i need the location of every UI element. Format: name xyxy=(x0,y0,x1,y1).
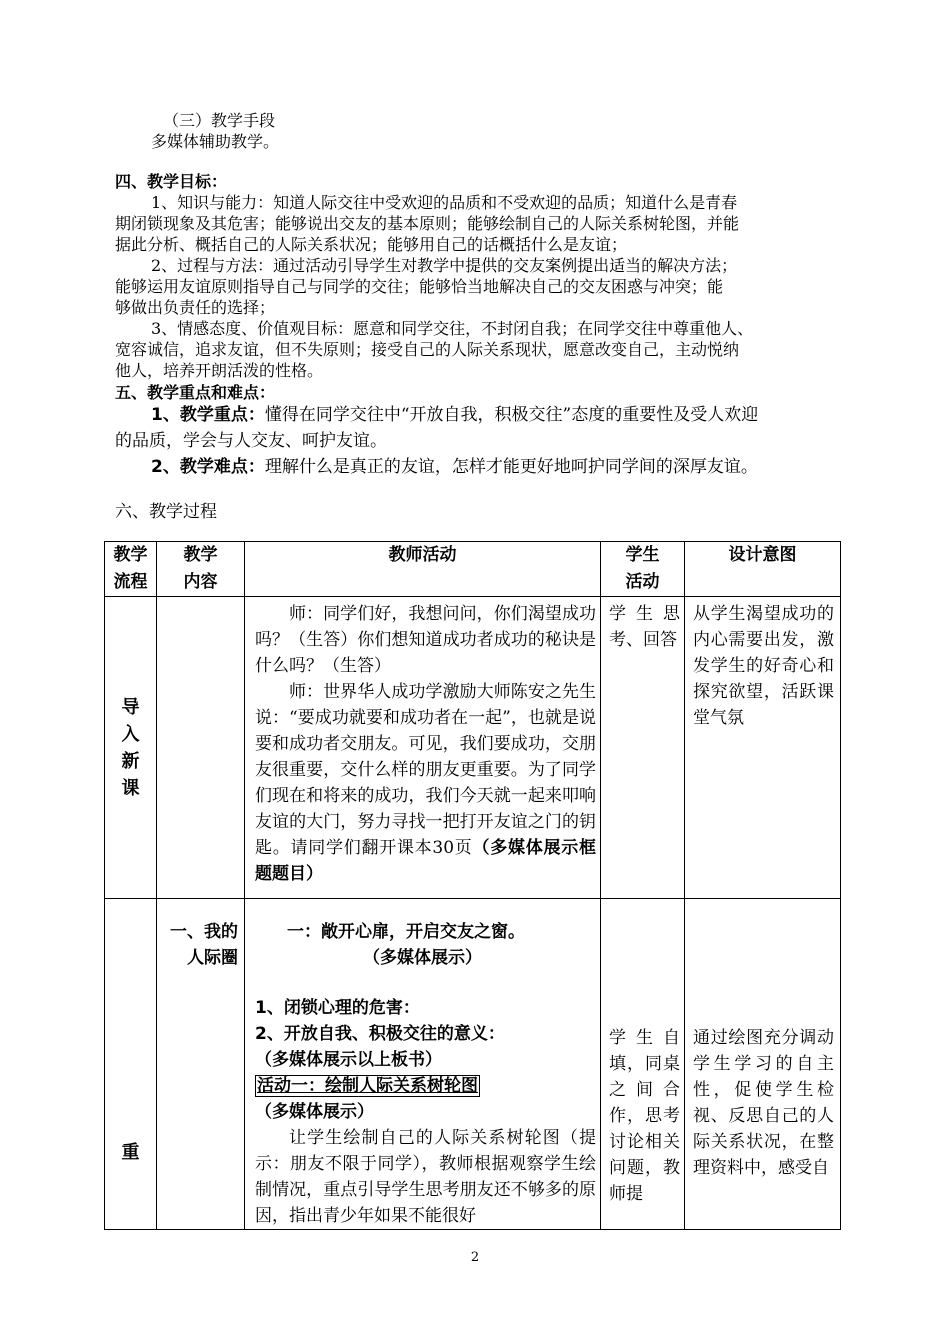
objective-line: 宽容诚信，追求友谊，但不失原则；接受自己的人际关系现状，愿意改变自己，主动悦纳 xyxy=(115,340,740,359)
difficulty-text: 理解什么是真正的友谊，怎样才能更好地呵护同学间的深厚友谊。 xyxy=(264,457,758,477)
row1-flow: 导 入 新 课 xyxy=(105,597,157,899)
key-point-line-2: 的品质，学会与人交友、呵护友谊。 xyxy=(115,431,387,451)
difficulty-label: 2、教学难点： xyxy=(151,457,265,477)
row2-student-activity: 学生自填，同桌之间合作，思考讨论相关问题，教师提 xyxy=(601,899,685,1230)
row1-student-activity: 学生思考、回答 xyxy=(601,597,685,899)
objective-line: 他人，培养开朗活泼的性格。 xyxy=(115,361,324,380)
objective-line: 能够运用友谊原则指导自己与同学的交往；能够恰当地解决自己的交友困惑与冲突；能 xyxy=(115,277,724,296)
header-student-activity: 学生 活动 xyxy=(601,542,685,597)
row1-design-intent: 从学生渴望成功的内心需要出发，激发学生的好奇心和探究欲望，活跃课堂气氛 xyxy=(685,597,841,899)
section4-heading: 四、教学目标： xyxy=(115,172,228,191)
row2-point2: 2、开放自我、积极交往的意义： xyxy=(255,1024,505,1044)
row1-teacher-activity xyxy=(245,597,601,899)
row2-point1: 1、闭锁心理的危害： xyxy=(255,998,420,1018)
objective-line: 据此分析、概括自己的人际关系状况；能够用自己的话概括什么是友谊； xyxy=(115,235,628,254)
section5-heading: 五、教学重点和难点： xyxy=(115,383,276,402)
page-number: 2 xyxy=(470,1250,480,1265)
key-point-text: 懂得在同学交往中“开放自我，积极交往”态度的重要性及受人欢迎 xyxy=(264,405,759,425)
teaching-process-table xyxy=(104,541,841,1230)
activity-one-title: 活动一：绘制人际关系树轮图 xyxy=(257,1076,478,1096)
objective-line: 3、情感态度、价值观目标：愿意和同学交往，不封闭自我；在同学交往中尊重他人、 xyxy=(151,319,754,338)
row2-title: 一：敞开心扉，开启交友之窗。 xyxy=(287,922,525,942)
teacher-paragraph-2: 师：世界华人成功学激励大师陈安之先生说：“要成功就要和成功者在一起”，也就是说要和成功者交朋友。可见，我们要成功，交朋友很重要，交什么样的朋友更重要。为了同学们现在和将来的成功，我们今天就一起来叩响友谊的大门，努力寻找一把打开友谊之门的钥匙。请同学们翻开课本30页（多媒体展示框题题目） xyxy=(255,682,596,884)
activity-one-sub: （多媒体展示） xyxy=(255,1102,374,1122)
row2-content: 一、我的人际圈 xyxy=(157,899,245,1230)
table-row xyxy=(105,899,841,1230)
objective-line: 期闭锁现象及其危害；能够说出交友的基本原则；能够绘制自己的人际关系树轮图，并能 xyxy=(115,214,740,233)
table-header-row xyxy=(105,542,841,597)
row2-board: （多媒体展示以上板书） xyxy=(255,1050,442,1070)
key-point-label: 1、教学重点： xyxy=(151,405,265,425)
difficulty-line xyxy=(151,455,758,479)
header-teacher-activity: 教师活动 xyxy=(245,542,601,597)
table-row xyxy=(105,597,841,899)
row1-content xyxy=(157,597,245,899)
header-flow: 教学 流程 xyxy=(105,542,157,597)
section6-heading: 六、教学过程 xyxy=(115,502,217,522)
key-point-line xyxy=(151,403,758,427)
objective-line: 2、过程与方法：通过活动引导学生对教学中提供的交友案例提出适当的解决方法； xyxy=(151,256,738,275)
header-content: 教学 内容 xyxy=(157,542,245,597)
row2-teacher-text: 让学生绘制自己的人际关系树轮图（提示：朋友不限于同学），教师根据观察学生绘制情况，重点引导学生思考朋友还不够多的原因，指出青少年如果不能很好 xyxy=(255,1128,596,1226)
objective-line: 够做出负责任的选择； xyxy=(115,298,276,317)
row2-teacher-activity xyxy=(245,899,601,1230)
teacher-paragraph: 师：同学们好，我想问问，你们渴望成功吗？（生答）你们想知道成功者成功的秘诀是什么吗？（生答） xyxy=(255,604,596,676)
header-design-intent: 设计意图 xyxy=(685,542,841,597)
row2-title-sub: （多媒体展示） xyxy=(363,948,482,968)
teacher-bold-note: （多媒体展示框题题目） xyxy=(255,838,596,884)
row2-flow: 重 xyxy=(105,899,157,1230)
row2-design-intent: 通过绘图充分调动学生学习的自主性，促使学生检视、反思自己的人际关系状况，在整理资料中，感受自 xyxy=(685,899,841,1230)
section3-heading: （三）教学手段 xyxy=(163,111,276,130)
section3-text: 多媒体辅助教学。 xyxy=(151,132,280,151)
objective-line: 1、知识与能力：知道人际交往中受欢迎的品质和不受欢迎的品质；知道什么是青春 xyxy=(151,193,738,212)
